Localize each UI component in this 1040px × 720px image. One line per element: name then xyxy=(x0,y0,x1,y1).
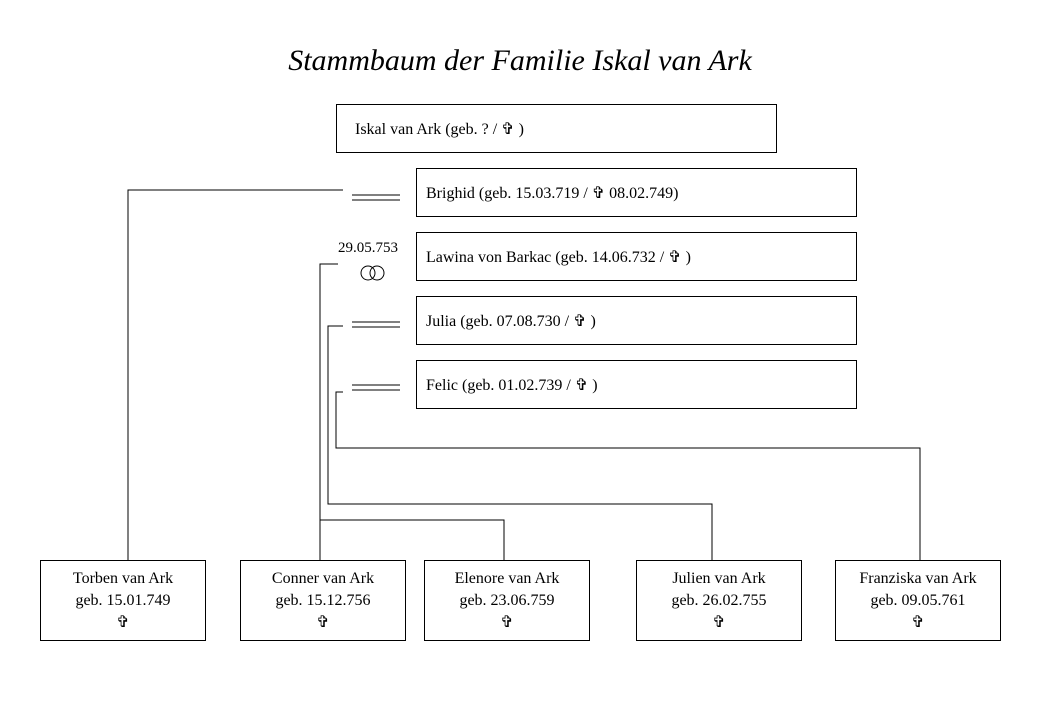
wedding-rings-icon xyxy=(361,266,384,280)
child-birth-date: geb. 23.06.759 xyxy=(459,592,555,609)
child-birth-date: geb. 15.12.756 xyxy=(275,592,371,609)
partner-box-brighid xyxy=(416,168,857,217)
marriage-date: 29.05.753 xyxy=(338,240,398,256)
child-name: Julien van Ark xyxy=(672,570,766,587)
root-person-box xyxy=(336,104,777,153)
partner-label: Felic (geb. 01.02.739 / ✞ ) xyxy=(426,376,598,394)
cross-icon: ✞ xyxy=(116,614,130,631)
child-box-torben xyxy=(40,560,206,641)
child-name: Elenore van Ark xyxy=(454,570,560,587)
child-box-conner xyxy=(240,560,406,641)
partner-label: Lawina von Barkac (geb. 14.06.732 / ✞ ) xyxy=(426,248,691,266)
partner-label: Brighid (geb. 15.03.719 / ✞ 08.02.749) xyxy=(426,184,679,202)
root-person-label: Iskal van Ark (geb. ? / ✞ ) xyxy=(355,120,524,138)
diagram-title: Stammbaum der Familie Iskal van Ark xyxy=(288,44,752,77)
child-name: Conner van Ark xyxy=(271,570,375,587)
partner-label: Julia (geb. 07.08.730 / ✞ ) xyxy=(426,312,596,330)
child-name: Franziska van Ark xyxy=(859,570,977,587)
cross-icon: ✞ xyxy=(500,614,514,631)
cross-icon: ✞ xyxy=(911,614,925,631)
child-birth-date: geb. 26.02.755 xyxy=(671,592,767,609)
cross-icon: ✞ xyxy=(712,614,726,631)
child-box-elenore xyxy=(424,560,590,641)
partner-box-felic xyxy=(416,360,857,409)
child-birth-date: geb. 15.01.749 xyxy=(75,592,171,609)
child-name: Torben van Ark xyxy=(72,570,174,587)
child-box-franziska xyxy=(835,560,1001,641)
child-birth-date: geb. 09.05.761 xyxy=(870,592,966,609)
cross-icon: ✞ xyxy=(316,614,330,631)
child-box-julien xyxy=(636,560,802,641)
partner-box-lawina xyxy=(416,232,857,281)
partner-box-julia xyxy=(416,296,857,345)
